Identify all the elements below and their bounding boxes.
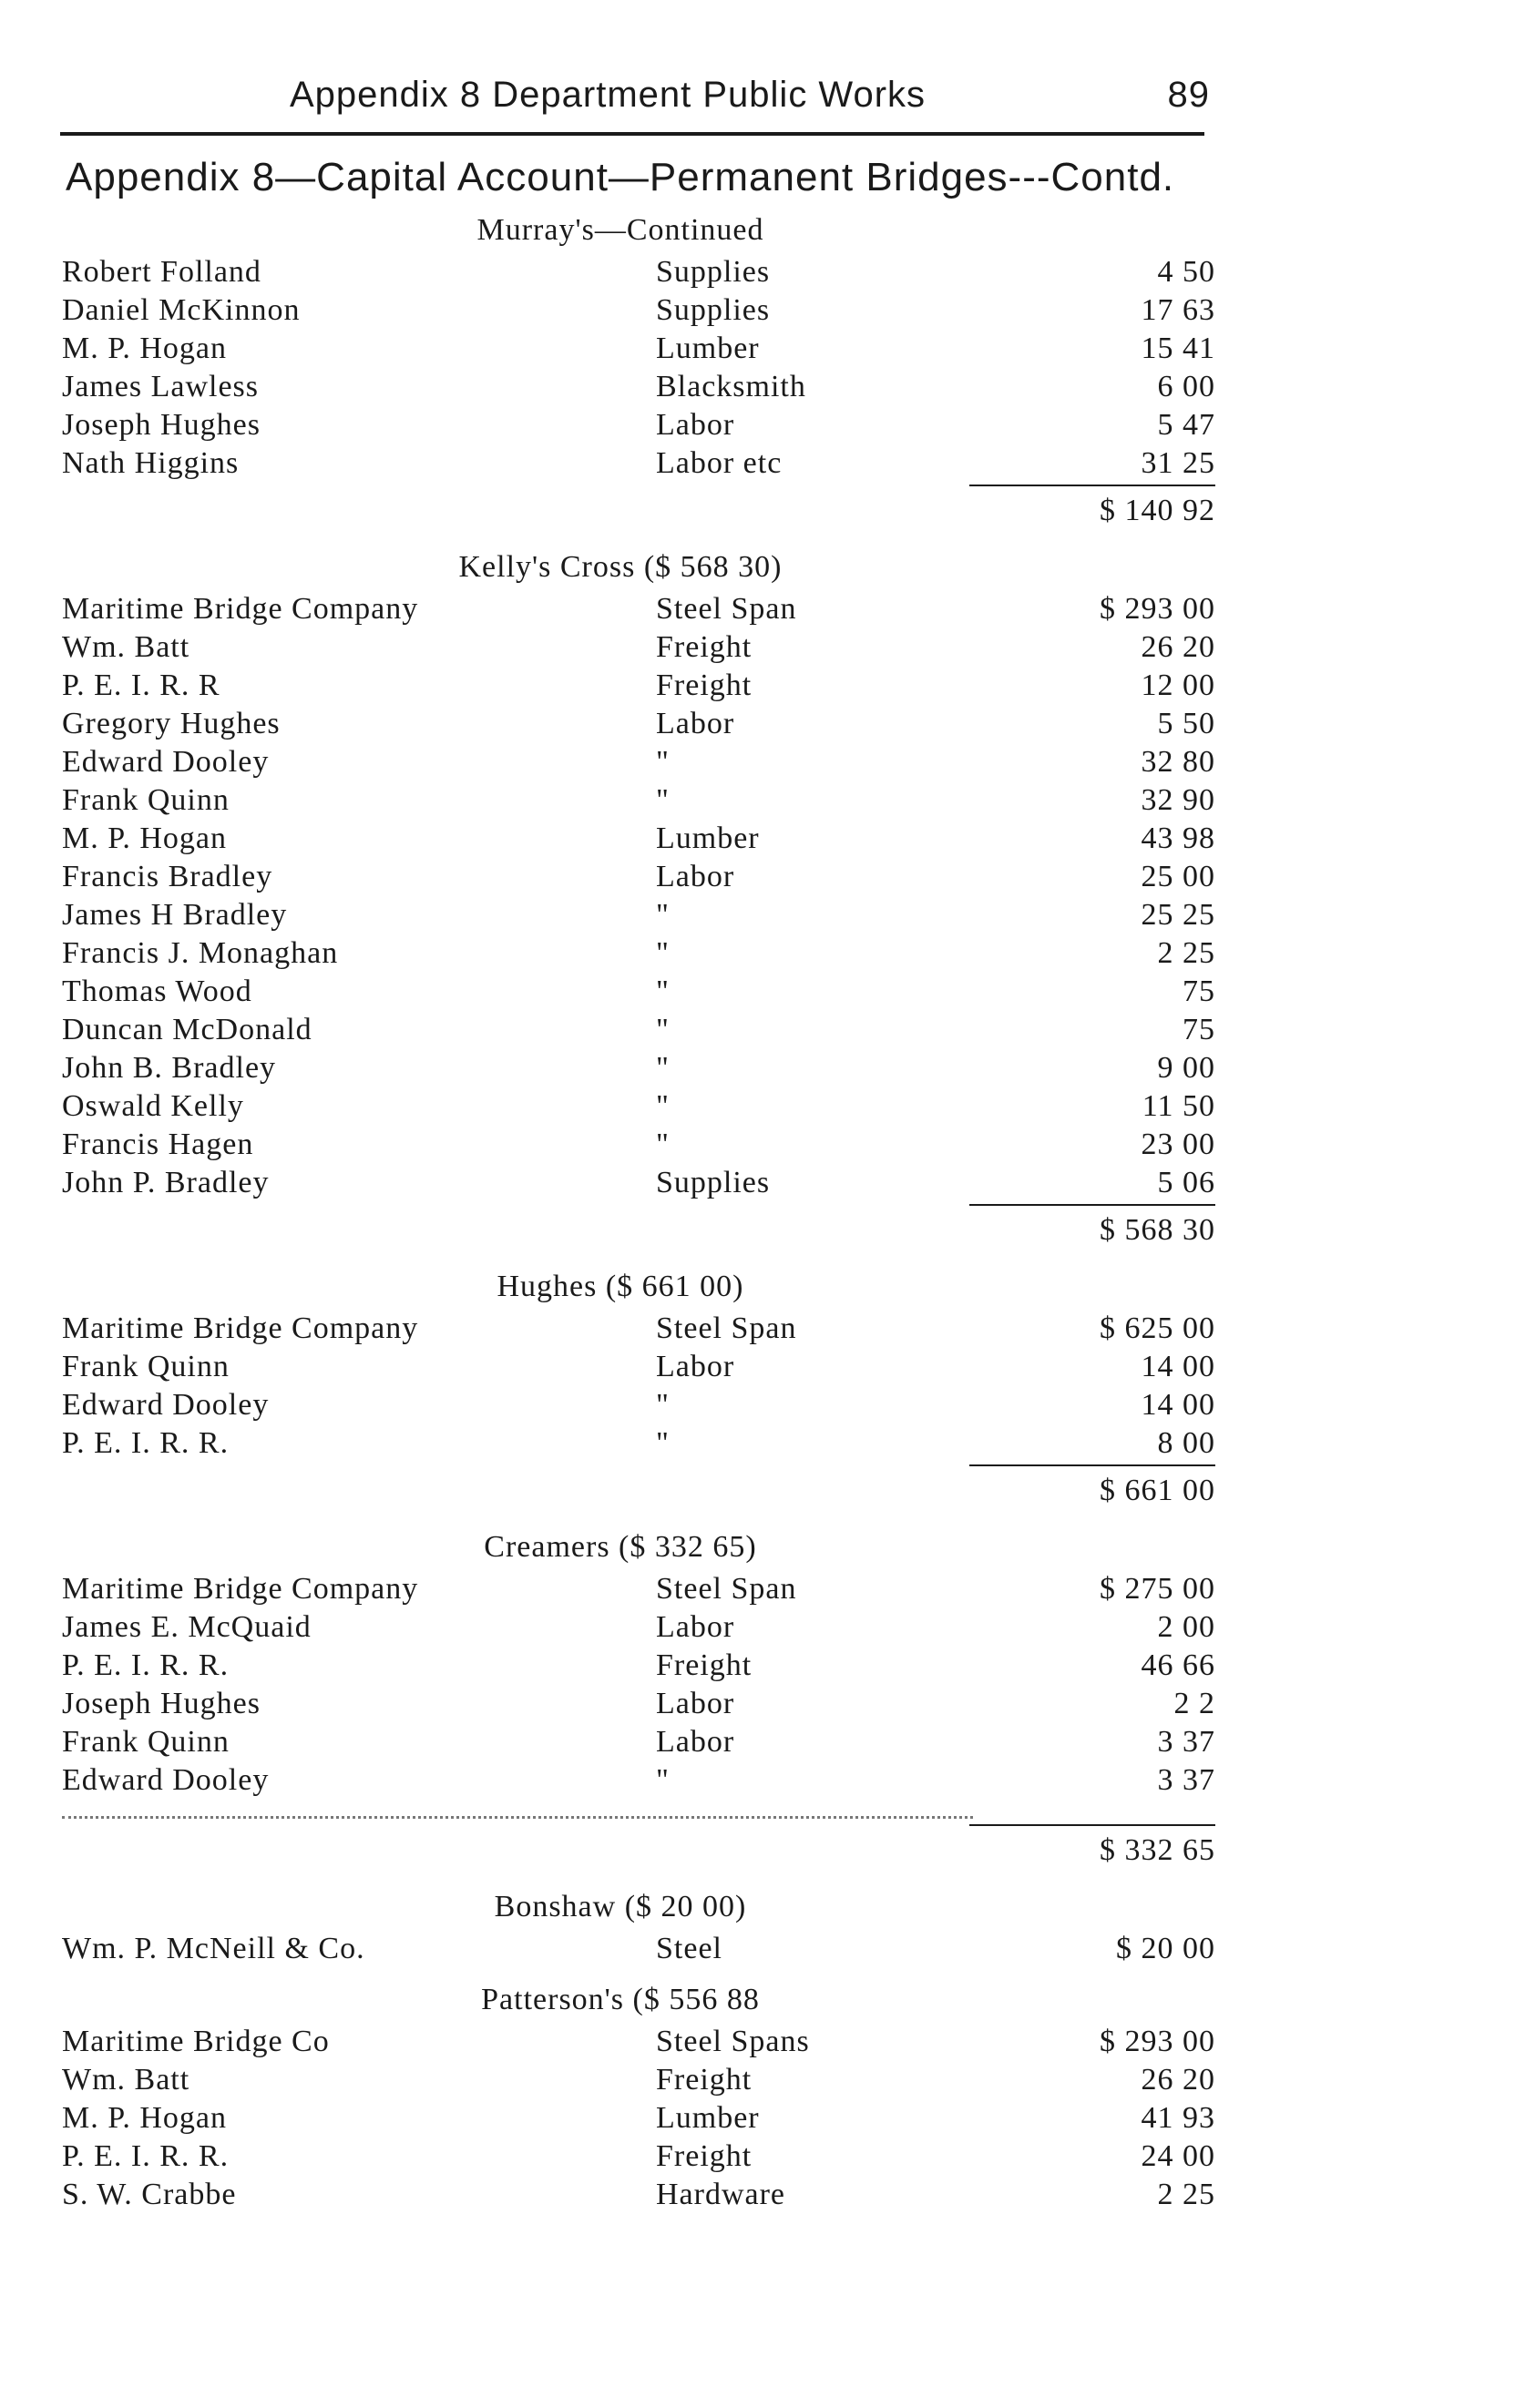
amount: 15 41 [1141,332,1215,365]
section-total-row [62,1832,1215,1870]
ledger-row [62,330,1215,368]
section-heading: Kelly's Cross ($ 568 30) [458,550,783,584]
expense-item: " [656,974,670,1008]
payee-name: P. E. I. R. R [62,668,220,702]
expense-item: " [656,1013,670,1046]
payee-name: M. P. Hogan [62,2101,228,2135]
payee-name: M. P. Hogan [62,332,228,365]
amount: 43 98 [1141,821,1215,855]
expense-item: Freight [656,2063,753,2097]
ledger-row [62,590,1215,628]
ledger-row [62,858,1215,896]
ledger-row [62,253,1215,291]
payee-name: Thomas Wood [62,974,252,1008]
ledger-row [62,1011,1215,1049]
expense-item: Labor [656,408,735,442]
ledger-row [62,743,1215,781]
expense-item: Supplies [656,255,771,289]
payee-name: Wm. Batt [62,630,190,664]
expense-item: Supplies [656,293,771,327]
ledger-row [62,781,1215,820]
amount: 6 00 [1157,370,1215,403]
ledger-row [62,705,1215,743]
amount: 4 50 [1157,255,1215,289]
section-total: $ 661 00 [1100,1474,1215,1507]
payee-name: Wm. P. McNeill & Co. [62,1932,365,1965]
section-spacer [62,1968,1215,1977]
amount: 32 80 [1141,745,1215,779]
ledger-row [62,1570,1215,1608]
ledger-row [62,1126,1215,1164]
amount: 11 50 [1142,1089,1215,1123]
amount: 5 47 [1157,408,1215,442]
amount: 75 [1183,974,1215,1008]
dotted-leader [62,1800,973,1819]
header-rule [60,132,1204,136]
ledger-row [62,368,1215,406]
payee-name: James H Bradley [62,898,288,932]
payee-name: Edward Dooley [62,745,270,779]
amount: 32 90 [1141,783,1215,817]
amount: 12 00 [1141,668,1215,702]
total-rule [969,485,1215,488]
section-heading: Creamers ($ 332 65) [484,1530,757,1564]
ledger-row [62,973,1215,1011]
expense-item: Labor [656,860,735,893]
expense-item: Labor [656,1725,735,1759]
expense-item: Labor etc [656,446,783,480]
payee-name: Robert Folland [62,255,261,289]
ledger-row [62,1310,1215,1348]
amount: 9 00 [1157,1051,1215,1085]
payee-name: Edward Dooley [62,1763,270,1797]
ledger-row [62,1647,1215,1685]
expense-item: " [656,783,670,817]
payee-name: John B. Bradley [62,1051,277,1085]
ledger-row [62,1424,1215,1463]
payee-name: Francis J. Monaghan [62,936,339,970]
page-number: 89 [1167,75,1210,115]
amount: 3 37 [1157,1763,1215,1797]
section-heading: Murray's—Continued [476,213,764,247]
ledger-row [62,1386,1215,1424]
amount: 2 25 [1157,936,1215,970]
ledger-row [62,1087,1215,1126]
payee-name: John P. Bradley [62,1166,270,1199]
payee-name: Frank Quinn [62,1725,230,1759]
payee-name: Francis Bradley [62,860,273,893]
payee-name: Maritime Bridge Company [62,1311,419,1345]
payee-name: Edward Dooley [62,1388,270,1422]
expense-item: Lumber [656,332,760,365]
payee-name: P. E. I. R. R. [62,2139,230,2173]
payee-name: Maritime Bridge Co [62,2025,330,2058]
expense-item: " [656,936,670,970]
expense-item: " [656,898,670,932]
ledger-row [62,1608,1215,1647]
expense-item: Labor [656,1610,735,1644]
ledger-row [62,820,1215,858]
amount: 14 00 [1141,1350,1215,1383]
expense-item: Steel Span [656,1311,797,1345]
expense-item: Steel [656,1932,722,1965]
page-title: Appendix 8—Capital Account—Permanent Bridges---Contd. [66,155,1175,199]
payee-name: Frank Quinn [62,1350,230,1383]
amount: 2 00 [1157,1610,1215,1644]
payee-name: Joseph Hughes [62,408,261,442]
payee-name: James Lawless [62,370,260,403]
section-spacer [62,2214,1215,2223]
ledger-content [62,208,1215,2223]
payee-name: Gregory Hughes [62,707,281,740]
payee-name: P. E. I. R. R. [62,1648,230,1682]
payee-name: P. E. I. R. R. [62,1426,230,1460]
amount: 46 66 [1141,1648,1215,1682]
section-total-row [62,1211,1215,1250]
ledger-row [62,2023,1215,2061]
section-heading: Bonshaw ($ 20 00) [494,1890,747,1923]
expense-item: Lumber [656,2101,760,2135]
amount: 5 50 [1157,707,1215,740]
amount: 2 25 [1157,2178,1215,2211]
ledger-row [62,1049,1215,1087]
section-heading: Hughes ($ 661 00) [497,1270,744,1303]
amount: $ 625 00 [1100,1311,1215,1345]
ledger-row [62,2176,1215,2214]
expense-item: Lumber [656,821,760,855]
payee-name: M. P. Hogan [62,821,228,855]
ledger-row [62,1685,1215,1723]
total-rule [969,1824,1215,1828]
payee-name: Oswald Kelly [62,1089,244,1123]
amount: $ 293 00 [1100,2025,1215,2058]
ledger-row [62,628,1215,667]
expense-item: Steel Spans [656,2025,810,2058]
ledger-row [62,896,1215,934]
expense-item: Labor [656,1687,735,1720]
ledger-row [62,934,1215,973]
amount: $ 20 00 [1116,1932,1215,1965]
payee-name: Francis Hagen [62,1127,254,1161]
expense-item: Freight [656,2139,753,2173]
ledger-row [62,2061,1215,2099]
ledger-row [62,1930,1215,1968]
expense-item: Freight [656,1648,753,1682]
amount: 17 63 [1141,293,1215,327]
payee-name: Duncan McDonald [62,1013,312,1046]
ledger-row [62,1348,1215,1386]
ledger-row [62,291,1215,330]
payee-name: S. W. Crabbe [62,2178,237,2211]
amount: 75 [1183,1013,1215,1046]
expense-item: Blacksmith [656,370,806,403]
amount: 41 93 [1141,2101,1215,2135]
amount: 25 25 [1141,898,1215,932]
payee-name: Frank Quinn [62,783,230,817]
expense-item: Supplies [656,1166,771,1199]
total-rule [969,1204,1215,1208]
expense-item: Freight [656,630,753,664]
ledger-row [62,1723,1215,1761]
ledger-row [62,1164,1215,1202]
expense-item: " [656,1426,670,1460]
payee-name: Joseph Hughes [62,1687,261,1720]
payee-name: Daniel McKinnon [62,293,301,327]
payee-name: Maritime Bridge Company [62,592,419,626]
expense-item: " [656,745,670,779]
amount: 23 00 [1141,1127,1215,1161]
expense-item: Steel Span [656,592,797,626]
section-total-row [62,492,1215,530]
amount: 5 06 [1157,1166,1215,1199]
expense-item: Hardware [656,2178,786,2211]
payee-name: Maritime Bridge Company [62,1572,419,1606]
amount: 2 2 [1173,1687,1215,1720]
ledger-row [62,406,1215,444]
amount: $ 275 00 [1100,1572,1215,1606]
running-title: Appendix 8 Department Public Works [290,75,927,115]
amount: 3 37 [1157,1725,1215,1759]
amount: 31 25 [1141,446,1215,480]
amount: $ 293 00 [1100,592,1215,626]
expense-item: Labor [656,1350,735,1383]
amount: 24 00 [1141,2139,1215,2173]
total-rule [969,1464,1215,1468]
amount: 26 20 [1141,2063,1215,2097]
expense-item: " [656,1763,670,1797]
expense-item: Steel Span [656,1572,797,1606]
section-total: $ 140 92 [1100,494,1215,527]
expense-item: " [656,1051,670,1085]
ledger-row [62,2099,1215,2138]
ledger-row [62,444,1215,483]
payee-name: James E. McQuaid [62,1610,312,1644]
ledger-row [62,667,1215,705]
expense-item: " [656,1388,670,1422]
payee-name: Nath Higgins [62,446,240,480]
section-total: $ 332 65 [1100,1833,1215,1867]
amount: 14 00 [1141,1388,1215,1422]
amount: 25 00 [1141,860,1215,893]
section-heading: Patterson's ($ 556 88 [481,1983,760,2016]
amount: 26 20 [1141,630,1215,664]
expense-item: Freight [656,668,753,702]
amount: 8 00 [1157,1426,1215,1460]
expense-item: Labor [656,707,735,740]
ledger-row [62,2138,1215,2176]
payee-name: Wm. Batt [62,2063,190,2097]
ledger-row [62,1761,1215,1800]
expense-item: " [656,1089,670,1123]
section-total-row [62,1472,1215,1510]
expense-item: " [656,1127,670,1161]
section-total: $ 568 30 [1100,1213,1215,1247]
